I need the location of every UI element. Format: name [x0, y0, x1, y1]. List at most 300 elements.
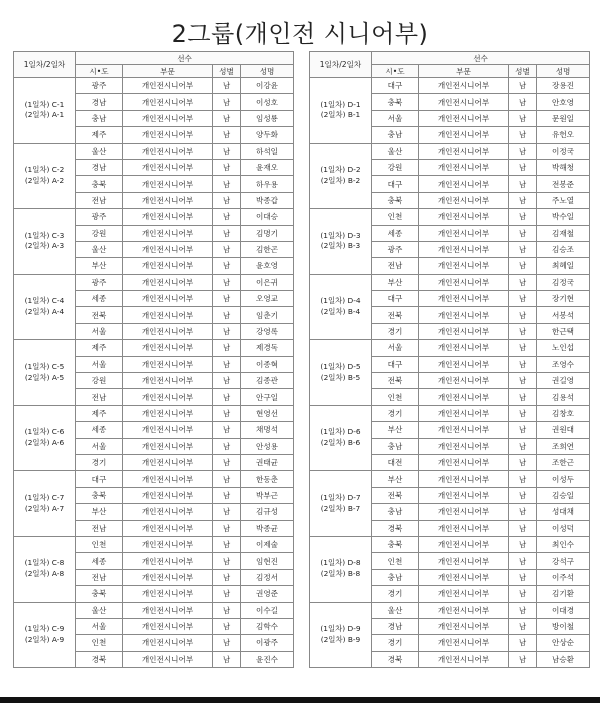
name-cell: 안구일 — [241, 389, 294, 405]
group-label: (1일차) D-4 (2일차) B-4 — [310, 274, 372, 340]
gender-cell: 남 — [509, 307, 537, 323]
gender-cell: 남 — [509, 209, 537, 225]
division-cell: 개인전시니어부 — [419, 323, 509, 339]
gender-cell: 남 — [213, 635, 241, 651]
region-cell: 서울 — [372, 110, 419, 126]
table-row — [14, 340, 294, 356]
name-cell: 권길영 — [537, 373, 590, 389]
gender-cell: 남 — [509, 569, 537, 585]
gender-cell: 남 — [213, 291, 241, 307]
name-cell: 성대채 — [537, 504, 590, 520]
name-cell: 남승환 — [537, 651, 590, 667]
gender-cell: 남 — [509, 438, 537, 454]
division-cell: 개인전시니어부 — [123, 274, 213, 290]
division-cell: 개인전시니어부 — [419, 487, 509, 503]
header-name: 성명 — [537, 65, 590, 78]
name-cell: 오영교 — [241, 291, 294, 307]
group-label: (1일차) D-9 (2일차) B-9 — [310, 602, 372, 668]
region-cell: 인천 — [372, 389, 419, 405]
gender-cell: 남 — [213, 422, 241, 438]
gender-cell: 남 — [213, 569, 241, 585]
region-cell: 세종 — [76, 291, 123, 307]
name-cell: 양두화 — [241, 127, 294, 143]
table-row — [14, 471, 294, 487]
region-cell: 울산 — [76, 602, 123, 618]
gender-cell: 남 — [213, 487, 241, 503]
region-cell: 경기 — [76, 454, 123, 470]
region-cell: 경북 — [372, 520, 419, 536]
left-bracket-table-wrapper — [13, 51, 294, 668]
gender-cell: 남 — [213, 586, 241, 602]
name-cell: 이강윤 — [241, 78, 294, 94]
region-cell: 전남 — [76, 192, 123, 208]
gender-cell: 남 — [509, 127, 537, 143]
region-cell: 광주 — [76, 274, 123, 290]
division-cell: 개인전시니어부 — [419, 586, 509, 602]
division-cell: 개인전시니어부 — [123, 307, 213, 323]
division-cell: 개인전시니어부 — [123, 569, 213, 585]
region-cell: 경기 — [372, 405, 419, 421]
group-label: (1일차) D-1 (2일차) B-1 — [310, 78, 372, 144]
division-cell: 개인전시니어부 — [123, 127, 213, 143]
name-cell: 유헌오 — [537, 127, 590, 143]
gender-cell: 남 — [509, 389, 537, 405]
gender-cell: 남 — [509, 471, 537, 487]
name-cell: 주노열 — [537, 192, 590, 208]
division-cell: 개인전시니어부 — [419, 274, 509, 290]
division-cell: 개인전시니어부 — [123, 323, 213, 339]
name-cell: 안상순 — [537, 635, 590, 651]
region-cell: 부산 — [372, 422, 419, 438]
name-cell: 권태균 — [241, 454, 294, 470]
group-label: (1일차) C-2 (2일차) A-2 — [14, 143, 76, 209]
name-cell: 김창호 — [537, 405, 590, 421]
gender-cell: 남 — [213, 159, 241, 175]
region-cell: 서울 — [76, 438, 123, 454]
group-label: (1일차) D-7 (2일차) B-7 — [310, 471, 372, 537]
region-cell: 충북 — [372, 94, 419, 110]
group-label: (1일차) D-3 (2일차) B-3 — [310, 209, 372, 275]
gender-cell: 남 — [213, 536, 241, 552]
division-cell: 개인전시니어부 — [123, 176, 213, 192]
region-cell: 대구 — [372, 291, 419, 307]
region-cell: 경기 — [372, 323, 419, 339]
group-label: (1일차) C-1 (2일차) A-1 — [14, 78, 76, 144]
name-cell: 김학수 — [241, 618, 294, 634]
name-cell: 강석구 — [537, 553, 590, 569]
gender-cell: 남 — [509, 159, 537, 175]
region-cell: 전북 — [372, 373, 419, 389]
name-cell: 최인수 — [537, 536, 590, 552]
region-cell: 광주 — [372, 241, 419, 257]
division-cell: 개인전시니어부 — [419, 192, 509, 208]
header-region: 시•도 — [372, 65, 419, 78]
name-cell: 장용진 — [537, 78, 590, 94]
gender-cell: 남 — [509, 536, 537, 552]
name-cell: 박수일 — [537, 209, 590, 225]
division-cell: 개인전시니어부 — [419, 438, 509, 454]
table-row — [310, 274, 590, 290]
name-cell: 안호영 — [537, 94, 590, 110]
division-cell: 개인전시니어부 — [123, 159, 213, 175]
division-cell: 개인전시니어부 — [419, 176, 509, 192]
region-cell: 충남 — [372, 438, 419, 454]
division-cell: 개인전시니어부 — [419, 569, 509, 585]
gender-cell: 남 — [213, 241, 241, 257]
division-cell: 개인전시니어부 — [419, 553, 509, 569]
right-bracket-table — [309, 51, 590, 668]
gender-cell: 남 — [213, 176, 241, 192]
region-cell: 세종 — [76, 422, 123, 438]
region-cell: 경북 — [76, 651, 123, 667]
region-cell: 제주 — [76, 405, 123, 421]
gender-cell: 남 — [509, 225, 537, 241]
gender-cell: 남 — [509, 520, 537, 536]
group-label: (1일차) C-5 (2일차) A-5 — [14, 340, 76, 406]
region-cell: 울산 — [372, 602, 419, 618]
header-player: 선수 — [76, 52, 294, 65]
gender-cell: 남 — [509, 422, 537, 438]
name-cell: 임현진 — [241, 553, 294, 569]
table-row — [310, 143, 590, 159]
division-cell: 개인전시니어부 — [419, 373, 509, 389]
division-cell: 개인전시니어부 — [123, 225, 213, 241]
region-cell: 경남 — [76, 94, 123, 110]
name-cell: 강영록 — [241, 323, 294, 339]
division-cell: 개인전시니어부 — [419, 127, 509, 143]
name-cell: 권원대 — [537, 422, 590, 438]
region-cell: 전남 — [76, 389, 123, 405]
gender-cell: 남 — [213, 258, 241, 274]
gender-cell: 남 — [213, 520, 241, 536]
gender-cell: 남 — [509, 454, 537, 470]
gender-cell: 남 — [509, 356, 537, 372]
gender-cell: 남 — [213, 504, 241, 520]
region-cell: 충남 — [372, 569, 419, 585]
name-cell: 윤진수 — [241, 651, 294, 667]
region-cell: 경남 — [76, 159, 123, 175]
region-cell: 인천 — [372, 209, 419, 225]
name-cell: 조영수 — [537, 356, 590, 372]
region-cell: 대구 — [76, 471, 123, 487]
group-label: (1일차) D-5 (2일차) B-5 — [310, 340, 372, 406]
gender-cell: 남 — [509, 340, 537, 356]
division-cell: 개인전시니어부 — [419, 159, 509, 175]
gender-cell: 남 — [509, 602, 537, 618]
gender-cell: 남 — [213, 209, 241, 225]
region-cell: 울산 — [372, 143, 419, 159]
name-cell: 서봉석 — [537, 307, 590, 323]
group-label: (1일차) C-7 (2일차) A-7 — [14, 471, 76, 537]
division-cell: 개인전시니어부 — [123, 209, 213, 225]
gender-cell: 남 — [509, 586, 537, 602]
name-cell: 이성덕 — [537, 520, 590, 536]
region-cell: 경기 — [372, 635, 419, 651]
name-cell: 제경독 — [241, 340, 294, 356]
name-cell: 임춘기 — [241, 307, 294, 323]
division-cell: 개인전시니어부 — [123, 78, 213, 94]
region-cell: 울산 — [76, 241, 123, 257]
gender-cell: 남 — [213, 553, 241, 569]
region-cell: 충남 — [372, 504, 419, 520]
region-cell: 서울 — [76, 323, 123, 339]
region-cell: 경북 — [372, 651, 419, 667]
name-cell: 최혜일 — [537, 258, 590, 274]
name-cell: 한근택 — [537, 323, 590, 339]
division-cell: 개인전시니어부 — [419, 307, 509, 323]
gender-cell: 남 — [213, 110, 241, 126]
name-cell: 김규성 — [241, 504, 294, 520]
gender-cell: 남 — [213, 127, 241, 143]
gender-cell: 남 — [213, 602, 241, 618]
table-row — [310, 602, 590, 618]
name-cell: 김승조 — [537, 241, 590, 257]
name-cell: 김한곤 — [241, 241, 294, 257]
gender-cell: 남 — [213, 274, 241, 290]
division-cell: 개인전시니어부 — [123, 340, 213, 356]
gender-cell: 남 — [213, 94, 241, 110]
region-cell: 부산 — [76, 258, 123, 274]
division-cell: 개인전시니어부 — [123, 586, 213, 602]
region-cell: 충북 — [76, 176, 123, 192]
division-cell: 개인전시니어부 — [419, 536, 509, 552]
region-cell: 제주 — [76, 127, 123, 143]
region-cell: 경남 — [372, 618, 419, 634]
division-cell: 개인전시니어부 — [123, 143, 213, 159]
gender-cell: 남 — [509, 553, 537, 569]
header-division: 부문 — [123, 65, 213, 78]
name-cell: 하우용 — [241, 176, 294, 192]
division-cell: 개인전시니어부 — [123, 536, 213, 552]
region-cell: 강원 — [76, 225, 123, 241]
region-cell: 충북 — [76, 586, 123, 602]
name-cell: 이성호 — [241, 94, 294, 110]
gender-cell: 남 — [213, 405, 241, 421]
gender-cell: 남 — [213, 471, 241, 487]
name-cell: 장기현 — [537, 291, 590, 307]
region-cell: 전남 — [372, 258, 419, 274]
division-cell: 개인전시니어부 — [123, 651, 213, 667]
left-bracket-table — [13, 51, 294, 668]
name-cell: 조희연 — [537, 438, 590, 454]
name-cell: 박부근 — [241, 487, 294, 503]
division-cell: 개인전시니어부 — [123, 602, 213, 618]
name-cell: 김승일 — [537, 487, 590, 503]
gender-cell: 남 — [509, 323, 537, 339]
name-cell: 김정서 — [241, 569, 294, 585]
gender-cell: 남 — [509, 274, 537, 290]
division-cell: 개인전시니어부 — [123, 618, 213, 634]
group-label: (1일차) C-3 (2일차) A-3 — [14, 209, 76, 275]
gender-cell: 남 — [213, 192, 241, 208]
region-cell: 광주 — [76, 209, 123, 225]
region-cell: 충남 — [76, 110, 123, 126]
header-name: 성명 — [241, 65, 294, 78]
name-cell: 이광주 — [241, 635, 294, 651]
division-cell: 개인전시니어부 — [419, 225, 509, 241]
name-cell: 전봉준 — [537, 176, 590, 192]
gender-cell: 남 — [213, 323, 241, 339]
gender-cell: 남 — [213, 373, 241, 389]
division-cell: 개인전시니어부 — [419, 454, 509, 470]
region-cell: 대전 — [372, 454, 419, 470]
table-row — [310, 78, 590, 94]
right-bracket-table-wrapper — [309, 51, 590, 668]
gender-cell: 남 — [509, 94, 537, 110]
region-cell: 충북 — [372, 536, 419, 552]
table-row — [14, 536, 294, 552]
gender-cell: 남 — [213, 78, 241, 94]
header-region: 시•도 — [76, 65, 123, 78]
name-cell: 박종균 — [241, 520, 294, 536]
region-cell: 대구 — [372, 176, 419, 192]
name-cell: 조한근 — [537, 454, 590, 470]
region-cell: 강원 — [372, 159, 419, 175]
name-cell: 이정국 — [537, 143, 590, 159]
name-cell: 김종관 — [241, 373, 294, 389]
division-cell: 개인전시니어부 — [123, 373, 213, 389]
division-cell: 개인전시니어부 — [419, 471, 509, 487]
group-label: (1일차) D-8 (2일차) B-8 — [310, 536, 372, 602]
division-cell: 개인전시니어부 — [419, 520, 509, 536]
table-row — [310, 471, 590, 487]
division-cell: 개인전시니어부 — [123, 356, 213, 372]
division-cell: 개인전시니어부 — [123, 422, 213, 438]
gender-cell: 남 — [213, 307, 241, 323]
gender-cell: 남 — [213, 225, 241, 241]
name-cell: 이대경 — [537, 602, 590, 618]
name-cell: 김용석 — [537, 389, 590, 405]
region-cell: 인천 — [372, 553, 419, 569]
name-cell: 한동춘 — [241, 471, 294, 487]
name-cell: 박해청 — [537, 159, 590, 175]
division-cell: 개인전시니어부 — [419, 618, 509, 634]
division-cell: 개인전시니어부 — [419, 635, 509, 651]
division-cell: 개인전시니어부 — [419, 340, 509, 356]
gender-cell: 남 — [509, 373, 537, 389]
name-cell: 이대승 — [241, 209, 294, 225]
table-row — [14, 209, 294, 225]
division-cell: 개인전시니어부 — [123, 520, 213, 536]
gender-cell: 남 — [509, 143, 537, 159]
division-cell: 개인전시니어부 — [419, 504, 509, 520]
name-cell: 박종갑 — [241, 192, 294, 208]
name-cell: 윤재오 — [241, 159, 294, 175]
gender-cell: 남 — [213, 356, 241, 372]
table-row — [310, 536, 590, 552]
gender-cell: 남 — [213, 340, 241, 356]
header-division: 부문 — [419, 65, 509, 78]
region-cell: 울산 — [76, 143, 123, 159]
region-cell: 광주 — [76, 78, 123, 94]
gender-cell: 남 — [509, 258, 537, 274]
division-cell: 개인전시니어부 — [123, 192, 213, 208]
division-cell: 개인전시니어부 — [123, 487, 213, 503]
division-cell: 개인전시니어부 — [123, 553, 213, 569]
name-cell: 문원일 — [537, 110, 590, 126]
gender-cell: 남 — [509, 291, 537, 307]
gender-cell: 남 — [509, 192, 537, 208]
group-label: (1일차) C-8 (2일차) A-8 — [14, 536, 76, 602]
division-cell: 개인전시니어부 — [419, 241, 509, 257]
division-cell: 개인전시니어부 — [419, 405, 509, 421]
gender-cell: 남 — [509, 618, 537, 634]
gender-cell: 남 — [213, 454, 241, 470]
region-cell: 전남 — [76, 520, 123, 536]
group-label: (1일차) C-4 (2일차) A-4 — [14, 274, 76, 340]
page-title: 2그룹(개인전 시니어부) — [171, 20, 429, 48]
table-row — [14, 143, 294, 159]
gender-cell: 남 — [213, 389, 241, 405]
name-cell: 노인섭 — [537, 340, 590, 356]
region-cell: 세종 — [372, 225, 419, 241]
division-cell: 개인전시니어부 — [419, 356, 509, 372]
division-cell: 개인전시니어부 — [419, 143, 509, 159]
gender-cell: 남 — [509, 635, 537, 651]
name-cell: 김정국 — [537, 274, 590, 290]
name-cell: 권영준 — [241, 586, 294, 602]
region-cell: 충북 — [372, 192, 419, 208]
division-cell: 개인전시니어부 — [419, 389, 509, 405]
region-cell: 부산 — [372, 274, 419, 290]
name-cell: 김재철 — [537, 225, 590, 241]
region-cell: 제주 — [76, 340, 123, 356]
gender-cell: 남 — [509, 78, 537, 94]
division-cell: 개인전시니어부 — [419, 602, 509, 618]
name-cell: 이종혁 — [241, 356, 294, 372]
table-row — [310, 405, 590, 421]
header-gender: 성별 — [213, 65, 241, 78]
header-round: 1일차/2일차 — [14, 52, 76, 78]
name-cell: 김명기 — [241, 225, 294, 241]
region-cell: 부산 — [76, 504, 123, 520]
division-cell: 개인전시니어부 — [419, 110, 509, 126]
region-cell: 서울 — [76, 618, 123, 634]
gender-cell: 남 — [509, 651, 537, 667]
gender-cell: 남 — [509, 487, 537, 503]
header-gender: 성별 — [509, 65, 537, 78]
division-cell: 개인전시니어부 — [419, 291, 509, 307]
name-cell: 이수길 — [241, 602, 294, 618]
region-cell: 전북 — [76, 307, 123, 323]
region-cell: 서울 — [372, 340, 419, 356]
name-cell: 김기환 — [537, 586, 590, 602]
region-cell: 부산 — [372, 471, 419, 487]
region-cell: 충남 — [372, 127, 419, 143]
division-cell: 개인전시니어부 — [123, 291, 213, 307]
gender-cell: 남 — [213, 651, 241, 667]
gender-cell: 남 — [213, 618, 241, 634]
name-cell: 이제술 — [241, 536, 294, 552]
name-cell: 하석일 — [241, 143, 294, 159]
region-cell: 강원 — [76, 373, 123, 389]
region-cell: 충북 — [76, 487, 123, 503]
division-cell: 개인전시니어부 — [123, 438, 213, 454]
region-cell: 전북 — [372, 307, 419, 323]
division-cell: 개인전시니어부 — [419, 422, 509, 438]
division-cell: 개인전시니어부 — [419, 78, 509, 94]
table-row — [310, 209, 590, 225]
division-cell: 개인전시니어부 — [419, 209, 509, 225]
region-cell: 인천 — [76, 536, 123, 552]
gender-cell: 남 — [509, 241, 537, 257]
name-cell: 안성용 — [241, 438, 294, 454]
table-row — [14, 405, 294, 421]
group-label: (1일차) D-2 (2일차) B-2 — [310, 143, 372, 209]
gender-cell: 남 — [509, 504, 537, 520]
name-cell: 윤호영 — [241, 258, 294, 274]
division-cell: 개인전시니어부 — [123, 454, 213, 470]
